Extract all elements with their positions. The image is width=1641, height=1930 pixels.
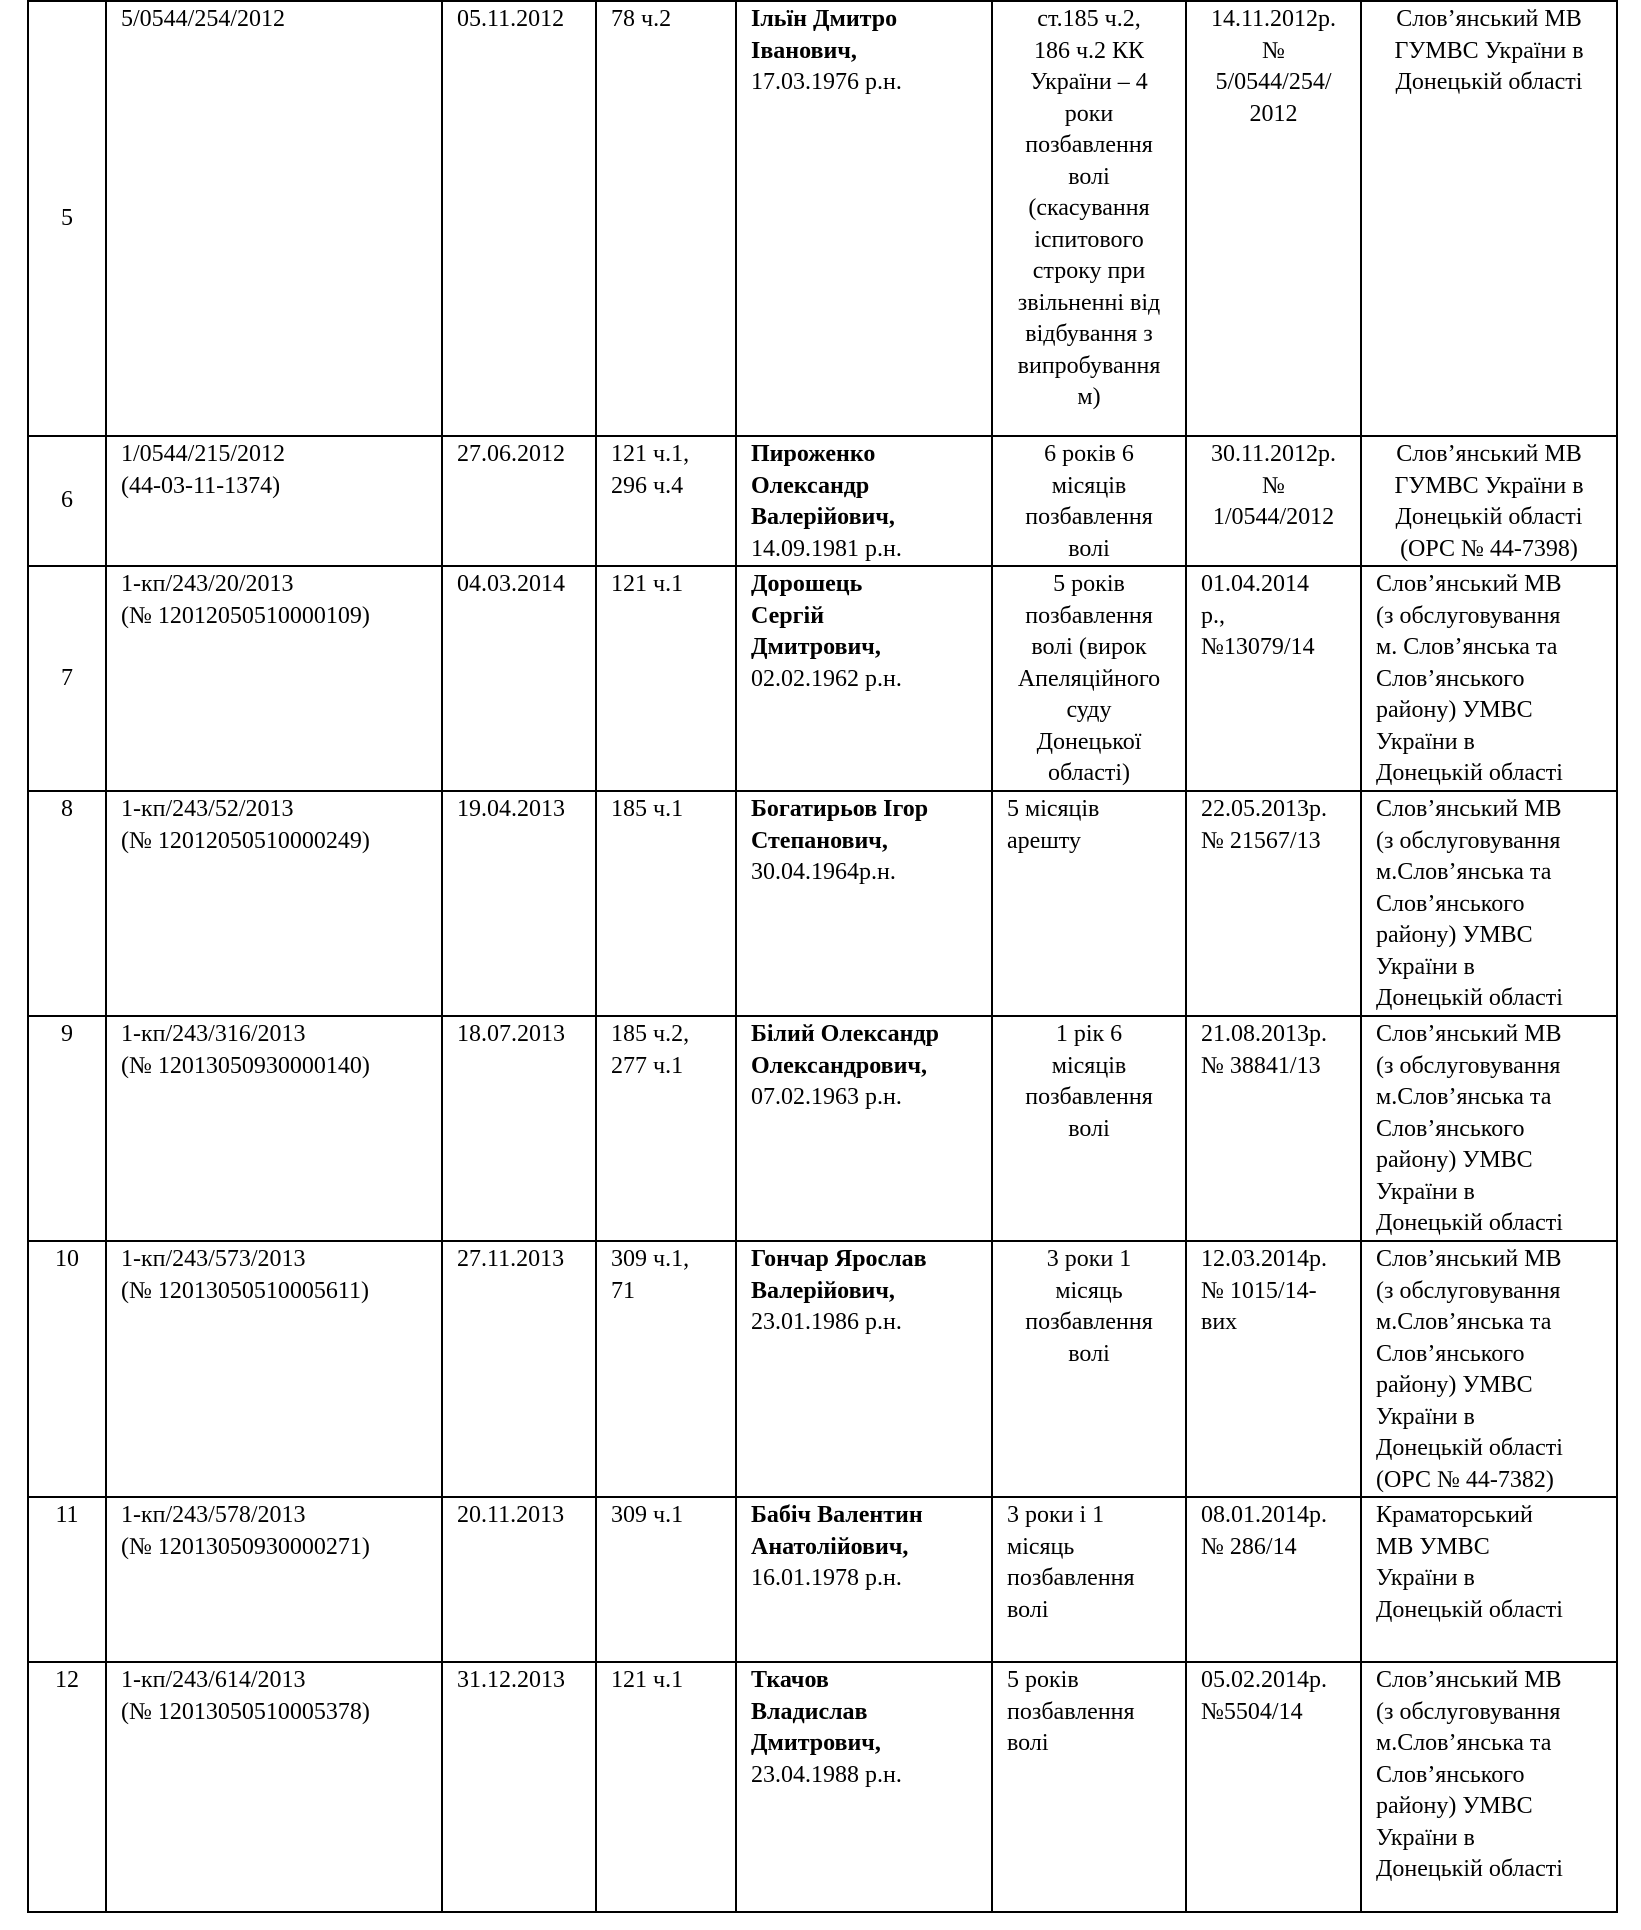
effective-date-cell — [1186, 791, 1361, 1016]
case-number-cell — [106, 1, 442, 436]
text-line: 30.11.2012р. — [1210, 441, 1337, 467]
table-row — [28, 1662, 1617, 1912]
text-line: МВ УМВС — [1376, 1533, 1490, 1560]
text-line: 22.05.2013р. — [1201, 796, 1327, 822]
records-table-body — [28, 1, 1617, 1912]
text-line: Донецькій області — [1395, 69, 1583, 95]
authority-cell — [1361, 1662, 1617, 1912]
text-line: 5 років — [1053, 571, 1125, 597]
text-line: (№ 12013050930000140) — [121, 1052, 370, 1079]
row-number-cell: 6 — [28, 436, 106, 566]
text-line: району) УМВС — [1376, 1147, 1533, 1173]
text-line: (з обслуговування — [1376, 1698, 1561, 1725]
table-row — [28, 1016, 1617, 1241]
text-line: України в — [1376, 953, 1475, 980]
text-line: 5/0544/254/ — [1215, 69, 1332, 95]
text-line: Донецькій області — [1376, 760, 1563, 786]
case-number-cell — [106, 1016, 442, 1241]
text-line: Слов’янського — [1376, 1340, 1525, 1367]
person-name-cell — [736, 1, 992, 436]
sentence-cell — [992, 436, 1186, 566]
row-number-cell: 9 — [28, 1016, 106, 1241]
row-number-cell: 5 — [28, 1, 106, 436]
text-line: 185 ч.2, — [611, 1021, 690, 1047]
person-name-cell — [736, 1497, 992, 1662]
authority-cell — [1361, 1, 1617, 436]
text-line: Донецькій області — [1376, 1856, 1563, 1882]
text-line: Олександр — [751, 472, 870, 499]
row-number-cell: 12 — [28, 1662, 106, 1912]
text-line: Донецької — [1036, 728, 1142, 755]
text-line: позбавлення — [1007, 1698, 1135, 1725]
table-row — [28, 1, 1617, 436]
text-line: (№ 12012050510000249) — [121, 827, 370, 854]
text-line: місяць — [1007, 1533, 1075, 1560]
birth-date: 02.02.1962 р.н. — [751, 665, 902, 692]
text-line: 1-кп/243/573/2013 — [121, 1246, 306, 1272]
sentence-cell — [992, 1497, 1186, 1662]
text-line: волі — [1068, 163, 1110, 190]
text-line: Слов’янський МВ — [1376, 1246, 1562, 1272]
text-line: Слов’янський МВ — [1376, 796, 1562, 822]
text-line: 309 ч.1 — [611, 1502, 684, 1528]
table-row — [28, 566, 1617, 791]
verdict-date-cell: 04.03.2014 — [442, 566, 596, 791]
verdict-date-cell: 27.11.2013 — [442, 1241, 596, 1497]
text-line: району) УМВС — [1376, 1793, 1533, 1819]
text-line: № 38841/13 — [1201, 1052, 1321, 1079]
row-number-cell: 11 — [28, 1497, 106, 1662]
birth-date: 23.01.1986 р.н. — [751, 1309, 902, 1335]
authority-cell — [1361, 1497, 1617, 1662]
text-line: Валерійович, — [751, 1277, 895, 1304]
text-line: України в — [1376, 1565, 1475, 1591]
text-line: Слов’янський МВ — [1396, 441, 1582, 467]
birth-date: 30.04.1964р.н. — [751, 859, 896, 885]
person-name-cell — [736, 1241, 992, 1497]
authority-cell — [1361, 791, 1617, 1016]
text-line: 1-кп/243/20/2013 — [121, 571, 294, 597]
text-line: Олександрович, — [751, 1052, 928, 1079]
text-line: району) УМВС — [1376, 697, 1533, 723]
person-name-cell — [736, 436, 992, 566]
verdict-date-cell: 27.06.2012 — [442, 436, 596, 566]
effective-date-cell — [1186, 436, 1361, 566]
text-line: України в — [1376, 1403, 1475, 1430]
text-line: Слов’янський МВ — [1396, 6, 1582, 32]
article-cell — [596, 1241, 736, 1497]
case-number-cell — [106, 1662, 442, 1912]
text-line: 3 роки 1 — [1046, 1246, 1132, 1272]
effective-date-cell — [1186, 566, 1361, 791]
person-name-cell — [736, 566, 992, 791]
birth-date: 14.09.1981 р.н. — [751, 535, 902, 562]
text-line: м) — [1077, 384, 1101, 410]
text-line: Іванович, — [751, 37, 857, 64]
text-line: м.Слов’янська та — [1376, 1730, 1552, 1756]
text-line: Донецькій області — [1376, 985, 1563, 1011]
text-line: Слов’янського — [1376, 1115, 1525, 1142]
text-line: 14.11.2012р. — [1210, 6, 1337, 32]
table-row — [28, 436, 1617, 566]
person-name-cell — [736, 791, 992, 1016]
authority-cell — [1361, 436, 1617, 566]
text-line: Слов’янський МВ — [1376, 1021, 1562, 1047]
text-line: України – 4 — [1030, 69, 1148, 95]
text-line: 5 років — [1007, 1667, 1079, 1693]
verdict-date-cell: 19.04.2013 — [442, 791, 596, 1016]
text-line: суду — [1066, 697, 1112, 723]
text-line: Донецькій області — [1376, 1210, 1563, 1236]
text-line: 1-кп/243/52/2013 — [121, 796, 294, 822]
row-number-cell: 10 — [28, 1241, 106, 1497]
text-line: Дорошець — [751, 571, 863, 597]
text-line: 121 ч.1 — [611, 571, 684, 597]
text-line: Пироженко — [751, 441, 876, 467]
text-line: Слов’янського — [1376, 665, 1525, 692]
case-number-cell — [106, 1241, 442, 1497]
text-line: 78 ч.2 — [611, 6, 672, 32]
text-line: Апеляційного — [1017, 665, 1161, 692]
text-line: Донецькій області — [1376, 1596, 1563, 1623]
text-line: Анатолійович, — [751, 1533, 909, 1560]
text-line: № 21567/13 — [1201, 827, 1321, 854]
text-line: Краматорський — [1376, 1502, 1533, 1528]
case-number-cell — [106, 436, 442, 566]
text-line: позбавлення — [1025, 1084, 1153, 1110]
text-line: 08.01.2014р. — [1201, 1502, 1327, 1528]
text-line: 5 місяців — [1007, 796, 1100, 822]
effective-date-cell — [1186, 1497, 1361, 1662]
text-line: 309 ч.1, — [611, 1246, 690, 1272]
text-line: №13079/14 — [1201, 634, 1315, 660]
text-line: позбавлення — [1025, 602, 1153, 629]
text-line: м.Слов’янська та — [1376, 1084, 1552, 1110]
text-line: Донецькій області — [1395, 504, 1583, 530]
text-line: 277 ч.1 — [611, 1052, 684, 1079]
text-line: (ОРС № 44-7398) — [1400, 535, 1578, 562]
sentence-cell — [992, 1016, 1186, 1241]
text-line: ГУМВС України в — [1394, 37, 1584, 64]
text-line: 5/0544/254/2012 — [121, 6, 286, 32]
text-line: ст.185 ч.2, — [1037, 6, 1141, 32]
sentence-cell — [992, 1662, 1186, 1912]
text-line: арешту — [1007, 827, 1081, 854]
table-row — [28, 1497, 1617, 1662]
article-cell — [596, 1662, 736, 1912]
text-line: Ільїн Дмитро — [751, 6, 898, 32]
text-line: м. Слов’янська та — [1376, 634, 1558, 660]
text-line: строку при — [1032, 258, 1146, 284]
text-line: 12.03.2014р. — [1201, 1246, 1327, 1272]
verdict-date-cell: 20.11.2013 — [442, 1497, 596, 1662]
text-line: 2012 — [1249, 100, 1298, 127]
authority-cell — [1361, 1241, 1617, 1497]
text-line: 121 ч.1, — [611, 441, 690, 467]
text-line: № 1015/14- — [1201, 1277, 1317, 1304]
birth-date: 17.03.1976 р.н. — [751, 69, 902, 95]
text-line: 296 ч.4 — [611, 472, 684, 499]
article-cell — [596, 791, 736, 1016]
text-line: Гончар Ярослав — [751, 1246, 927, 1272]
case-number-cell — [106, 566, 442, 791]
text-line: області) — [1047, 760, 1131, 786]
text-line: Дмитрович, — [751, 1730, 881, 1756]
text-line: № — [1262, 472, 1285, 499]
text-line: 21.08.2013р. — [1201, 1021, 1327, 1047]
sentence-cell — [992, 566, 1186, 791]
text-line: 186 ч.2 КК — [1033, 37, 1145, 64]
text-line: позбавлення — [1025, 504, 1153, 530]
verdict-date-cell: 05.11.2012 — [442, 1, 596, 436]
text-line: 185 ч.1 — [611, 796, 684, 822]
text-line: волі — [1068, 1115, 1110, 1142]
text-line: України в — [1376, 1824, 1475, 1851]
birth-date: 07.02.1963 р.н. — [751, 1084, 902, 1110]
text-line: (№ 12012050510000109) — [121, 602, 370, 629]
text-line: позбавлення — [1007, 1565, 1135, 1591]
verdict-date-cell: 18.07.2013 — [442, 1016, 596, 1241]
article-cell — [596, 436, 736, 566]
effective-date-cell — [1186, 1016, 1361, 1241]
birth-date: 23.04.1988 р.н. — [751, 1761, 902, 1788]
text-line: 3 роки і 1 — [1007, 1502, 1105, 1528]
text-line: Владислав — [751, 1698, 868, 1725]
text-line: (з обслуговування — [1376, 1052, 1561, 1079]
text-line: волі — [1068, 1340, 1110, 1367]
text-line: вих — [1201, 1309, 1238, 1335]
article-cell — [596, 1, 736, 436]
text-line: 01.04.2014 — [1201, 571, 1309, 597]
text-line: 1-кп/243/316/2013 — [121, 1021, 306, 1047]
text-line: (№ 12013050510005378) — [121, 1698, 370, 1725]
text-line: Сергій — [751, 602, 825, 629]
text-line: 1/0544/2012 — [1212, 504, 1335, 530]
text-line: 05.02.2014р. — [1201, 1667, 1327, 1693]
text-line: (№ 12013050510005611) — [121, 1277, 369, 1304]
authority-cell — [1361, 566, 1617, 791]
text-line: звільненні від — [1017, 289, 1161, 316]
text-line: Ткачов — [751, 1667, 829, 1693]
text-line: м.Слов’янська та — [1376, 1309, 1552, 1335]
text-line: (скасування — [1028, 195, 1150, 221]
text-line: (№ 12013050930000271) — [121, 1533, 370, 1560]
text-line: Степанович, — [751, 827, 888, 854]
text-line: Слов’янський МВ — [1376, 1667, 1562, 1693]
text-line: № 286/14 — [1201, 1533, 1297, 1560]
verdict-date-cell: 31.12.2013 — [442, 1662, 596, 1912]
text-line: місяць — [1055, 1277, 1123, 1304]
text-line: позбавлення — [1025, 132, 1153, 158]
text-line: № — [1262, 37, 1285, 64]
case-number-cell — [106, 791, 442, 1016]
text-line: волі — [1007, 1730, 1049, 1756]
text-line: району) УМВС — [1376, 922, 1533, 948]
text-line: місяців — [1051, 1052, 1127, 1079]
text-line: України в — [1376, 1178, 1475, 1205]
article-cell — [596, 1497, 736, 1662]
records-table — [27, 0, 1618, 1913]
text-line: місяців — [1051, 472, 1127, 499]
text-line: 71 — [611, 1277, 635, 1304]
text-line: Бабіч Валентин — [751, 1502, 923, 1528]
table-row — [28, 1241, 1617, 1497]
person-name-cell — [736, 1016, 992, 1241]
text-line: м.Слов’янська та — [1376, 859, 1552, 885]
text-line: ГУМВС України в — [1394, 472, 1584, 499]
text-line: Білий Олександр — [751, 1021, 939, 1047]
authority-cell — [1361, 1016, 1617, 1241]
text-line: випробування — [1017, 352, 1161, 379]
text-line: Дмитрович, — [751, 634, 881, 660]
table-row — [28, 791, 1617, 1016]
text-line: позбавлення — [1025, 1309, 1153, 1335]
text-line: 6 років 6 — [1044, 441, 1134, 467]
effective-date-cell — [1186, 1662, 1361, 1912]
sentence-cell — [992, 1241, 1186, 1497]
text-line: 1-кп/243/578/2013 — [121, 1502, 306, 1528]
text-line: (44-03-11-1374) — [121, 472, 281, 499]
text-line: р., — [1201, 602, 1225, 629]
text-line: 1-кп/243/614/2013 — [121, 1667, 306, 1693]
sentence-cell — [992, 791, 1186, 1016]
text-line: відбування з — [1025, 321, 1153, 347]
text-line: (з обслуговування — [1376, 827, 1561, 854]
text-line: волі — [1007, 1596, 1049, 1623]
text-line: роки — [1064, 100, 1114, 127]
effective-date-cell — [1186, 1241, 1361, 1497]
text-line: (з обслуговування — [1376, 602, 1561, 629]
row-number-cell: 8 — [28, 791, 106, 1016]
text-line: району) УМВС — [1376, 1372, 1533, 1398]
article-cell — [596, 566, 736, 791]
text-line: 1 рік 6 — [1055, 1021, 1123, 1047]
text-line: іспитового — [1034, 226, 1144, 253]
row-number-cell: 7 — [28, 566, 106, 791]
text-line: Слов’янського — [1376, 890, 1525, 917]
text-line: волі (вирок — [1031, 634, 1147, 660]
article-cell — [596, 1016, 736, 1241]
text-line: (з обслуговування — [1376, 1277, 1561, 1304]
effective-date-cell — [1186, 1, 1361, 436]
text-line: Богатирьов Ігор — [751, 796, 929, 822]
text-line: 121 ч.1 — [611, 1667, 684, 1693]
sentence-cell — [992, 1, 1186, 436]
text-line: України в — [1376, 728, 1475, 755]
text-line: 1/0544/215/2012 — [121, 441, 286, 467]
text-line: Слов’янського — [1376, 1761, 1525, 1788]
text-line: (ОРС № 44-7382) — [1376, 1466, 1554, 1493]
text-line: №5504/14 — [1201, 1698, 1303, 1725]
text-line: Слов’янський МВ — [1376, 571, 1562, 597]
text-line: Валерійович, — [751, 504, 895, 530]
birth-date: 16.01.1978 р.н. — [751, 1565, 902, 1591]
text-line: Донецькій області — [1376, 1435, 1563, 1461]
person-name-cell — [736, 1662, 992, 1912]
case-number-cell — [106, 1497, 442, 1662]
text-line: волі — [1068, 535, 1110, 562]
